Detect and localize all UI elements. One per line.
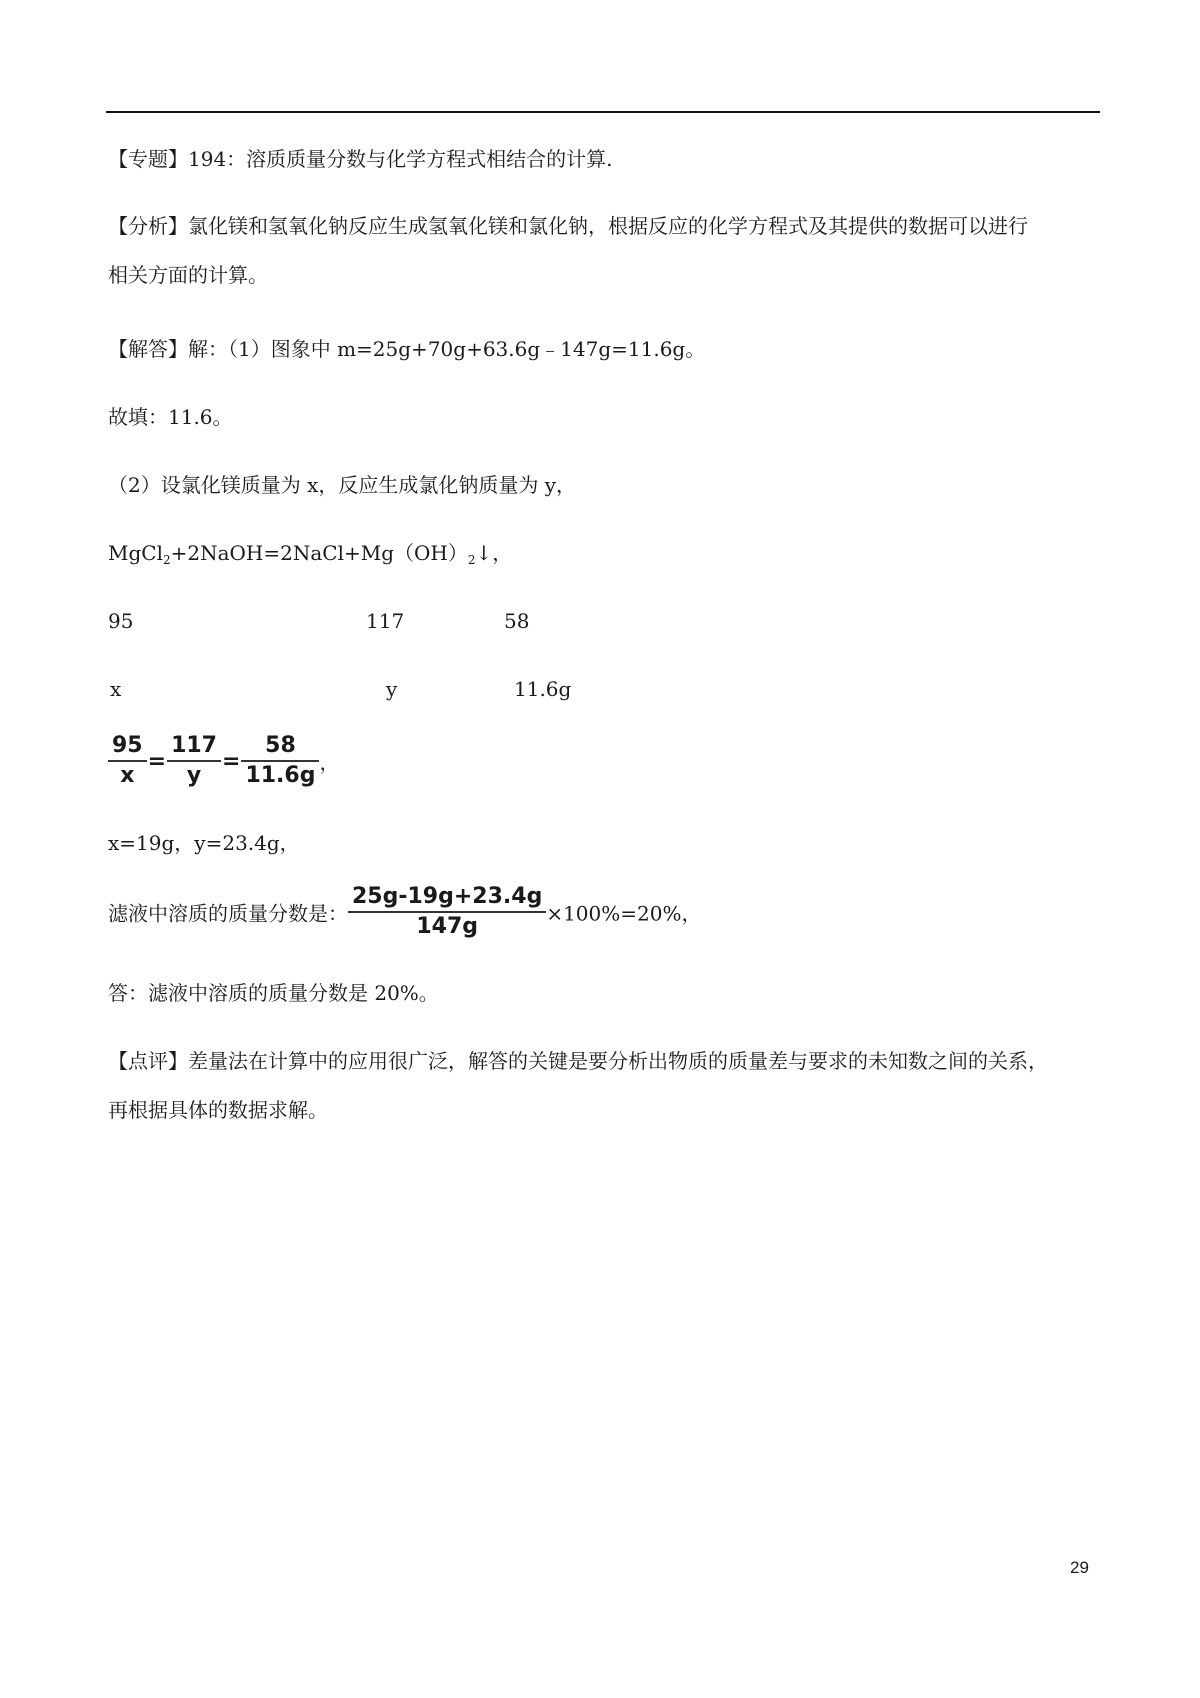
solution-label: 【解答】: [108, 337, 188, 361]
mass-mgcl2: 95: [108, 609, 134, 633]
topic-line: [108, 146, 613, 172]
solution-line-1: [108, 336, 705, 362]
mass-fraction-line: 滤液中溶质的质量分数是： $\frac{25g-19g+23.4g}{147g}$ ×100%=20%，: [108, 884, 702, 939]
ratio-2: $\frac{117}{y}$: [167, 733, 221, 789]
solution-answer: 答：滤液中溶质的质量分数是 20%。: [108, 981, 439, 1005]
unknown-x: x: [110, 677, 122, 701]
mass-nacl: 117: [366, 609, 405, 633]
comment-text-1: 差量法在计算中的应用很广泛，解答的关键是要分析出物质的质量差与要求的未知数之间的关系，: [188, 1049, 1048, 1073]
analysis-text-1: 氯化镁和氢氧化钠反应生成氢氧化镁和氯化钠，根据反应的化学方程式及其提供的数据可以进行: [188, 214, 1028, 238]
topic-label: 【专题】: [108, 147, 188, 171]
solution-line-3: （2）设氯化镁质量为 x，反应生成氯化钠质量为 y，: [108, 473, 577, 497]
ratio-1: $\frac{95}{x}$: [108, 733, 147, 789]
ratio-3: $\frac{58}{11.6g}$: [241, 733, 319, 789]
solution-results: x=19g，y=23.4g，: [108, 831, 300, 855]
unknown-y: y: [386, 677, 398, 701]
solution-line-2: 故填：11.6。: [108, 405, 233, 429]
known-mass: 11.6g: [514, 677, 572, 701]
header-rule: [106, 111, 1100, 113]
chemical-equation: $MgCl_2+2NaOH=2NaCl+Mg(OH)_2↓$，: [108, 541, 513, 567]
page-number: 29: [1070, 1558, 1089, 1577]
analysis-line-1: [108, 213, 1028, 239]
comment-line-1: [108, 1048, 1048, 1074]
proportion-equation: $\frac{95}{x}$ = $\frac{117}{y}$ = $\frac{58}{11.6g}$ ，: [108, 733, 339, 789]
comment-label: 【点评】: [108, 1049, 188, 1073]
analysis-line-2: 相关方面的计算。: [108, 263, 268, 287]
solution-text-1: 解：（1）图象中 m=25g+70g+63.6g﹣147g=11.6g。: [188, 337, 706, 361]
mass-mgoh2: 58: [504, 609, 530, 633]
mass-fraction: $\frac{25g-19g+23.4g}{147g}$: [348, 884, 546, 940]
analysis-label: 【分析】: [108, 214, 188, 238]
comment-line-2: 再根据具体的数据求解。: [108, 1098, 328, 1122]
topic-text: 194：溶质质量分数与化学方程式相结合的计算.: [188, 147, 613, 171]
